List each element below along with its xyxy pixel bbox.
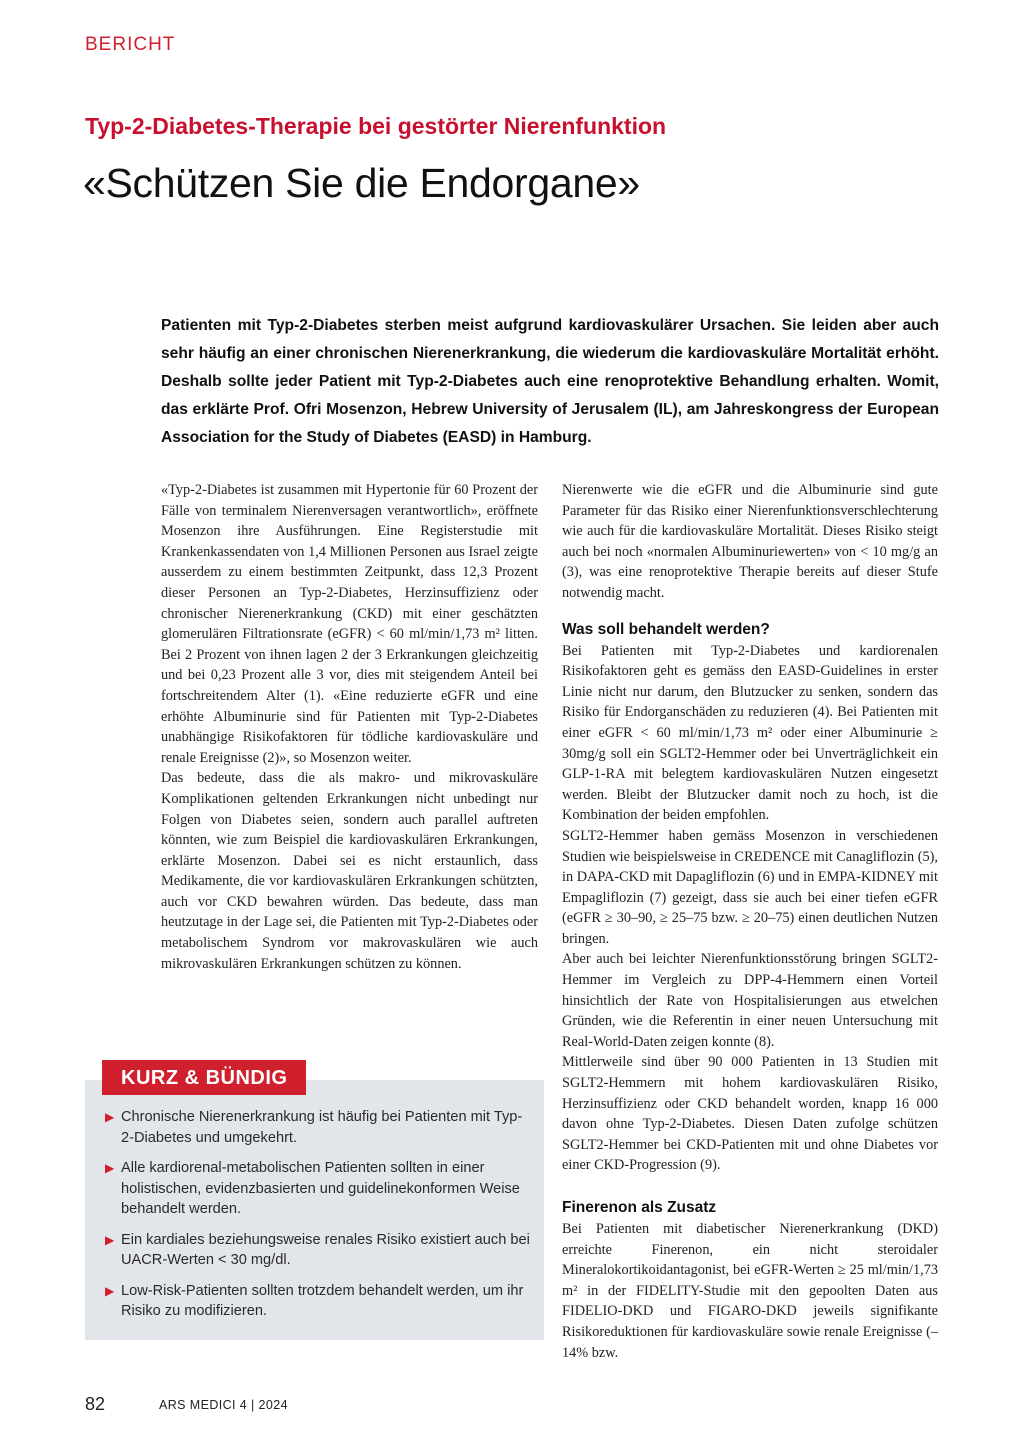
summary-item-text: Ein kardiales beziehungsweise renales Risiko existiert auch bei UACR-Werten < 30 mg/dl. — [121, 1231, 530, 1268]
body-paragraph: «Typ-2-Diabetes ist zusammen mit Hypertonie für 60 Prozent der Fälle von terminalem Nierenversagen verantwortlich», eröffnete Mosenzon ihre Ausführungen. Eine Registerstudie mit Krankenkassendaten von 1,4 Millionen Personen aus Israel zeigte ausserdem zu einem bestimmten Zeitpunkt, dass 12,3 Prozent dieser Personen an Typ-2-Diabetes, Herzinsuffizienz oder chronischer Nierenerkrankung (CKD) mit einer geschätzten glomerulären Filtrationsrate (eGFR) < 60 ml/min/1,73 m² litten. Bei 2 Prozent von ihnen lagen 2 der 3 Erkrankungen gleichzeitig und bei 0,23 Prozent alle 3 vor, dies mit steigendem Anteil bei fortschreitendem Alter (1). «Eine reduzierte eGFR und eine erhöhte Albuminurie sind für Patienten mit Typ-2-Diabetes unabhängige Risikofaktoren für tödliche kardiovaskuläre und renale Ereignisse (2)», so Mosenzon weiter. — [161, 482, 538, 766]
summary-list-item — [105, 1230, 530, 1271]
article-headline: «Schützen Sie die Endorgane» — [83, 160, 640, 206]
summary-list — [105, 1107, 530, 1332]
summary-list-item — [105, 1158, 530, 1220]
summary-item-text: Alle kardiorenal-metabolischen Patienten sollten in einer holistischen, evidenzbasierten und guidelinekonformen Weise behandelt werden. — [121, 1160, 520, 1217]
summary-list-item — [105, 1281, 530, 1322]
body-paragraph: Bei Patienten mit Typ-2-Diabetes und kardiorenalen Risikofaktoren geht es gemäss den EASD-Guidelines in erster Linie nicht nur darum, den Blutzucker zu senken, sondern das Risiko für Endorganschäden zu reduzieren (4). Bei Patienten mit einer eGFR < 60 ml/min/1,73 m² oder einer Albuminurie ≥ 30mg/g soll ein SGLT2-Hemmer oder bei Unverträglichkeit ein GLP-1-RA mit belegtem kardiovaskulären Nutzen eingesetzt werden. Bleibt der Blutzucker damit noch zu hoch, ist die Kombination der beiden empfohlen. — [562, 642, 938, 824]
section-heading: Finerenon als Zusatz — [562, 1199, 717, 1216]
summary-box-title: KURZ & BÜNDIG — [102, 1060, 306, 1095]
body-paragraph: Mittlerweile sind über 90 000 Patienten in 13 Studien mit SGLT2-Hemmern mit hohem kardiovaskulären Risiko, Herzinsuffizienz oder CKD behandelt worden, knapp 16 000 davon ohne Typ-2-Diabetes. Diesen Daten zufolge schützen SGLT2-Hemmer bei CKD-Patienten mit und ohne Diabetes vor einer CKD-Progression (9). — [562, 1054, 938, 1174]
body-column-left — [161, 480, 538, 974]
section-label: BERICHT — [85, 34, 176, 55]
triangle-right-icon: ▶ — [105, 1110, 115, 1124]
body-column-right — [562, 480, 938, 1363]
journal-issue: ARS MEDICI 4 | 2024 — [159, 1398, 288, 1412]
summary-item-text: Low-Risk-Patienten sollten trotzdem behandelt werden, um ihr Risiko zu modifizieren. — [121, 1282, 524, 1319]
body-paragraph: Nierenwerte wie die eGFR und die Albuminurie sind gute Parameter für das Risiko einer Nierenfunktionsverschlechterung wie auch für die kardiovaskuläre Mortalität. Dieses Risiko steigt auch bei noch «normalen Albuminuriewerten» von < 10 mg/g an (3), was eine renoprotektive Therapie bereits auf dieser Stufe notwendig macht. — [562, 482, 938, 601]
triangle-right-icon: ▶ — [105, 1232, 115, 1247]
article-lead: Patienten mit Typ-2-Diabetes sterben meist aufgrund kardiovaskulärer Ursachen. Sie leiden aber auch sehr häufig an einer chronischen Nierenerkrankung, die wiederum die kardiovaskuläre Mortalität erhöht. Deshalb sollte jeder Patient mit Typ-2-Diabetes auch eine renoprotektive Behandlung erhalten. Womit, das erklärte Prof. Ofri Mosenzon, Hebrew University of Jerusalem (IL), am Jahreskongress der European Association for the Study of Diabetes (EASD) in Hamburg. — [161, 317, 939, 446]
summary-list-item — [105, 1107, 530, 1148]
section-heading: Was soll behandelt werden? — [562, 620, 770, 638]
triangle-right-icon: ▶ — [105, 1161, 115, 1175]
body-paragraph: Aber auch bei leichter Nierenfunktionsstörung bringen SGLT2-Hemmer im Vergleich zu DPP-4-Hemmern einen Vorteil hinsichtlich der Rate von Hospitalisierungen aus etwelchen Gründen, wie die Referentin in einer neuen Untersuchung mit Real-World-Daten zeigen konnte (8). — [562, 951, 938, 1050]
page-number: 82 — [85, 1394, 106, 1414]
body-paragraph: Bei Patienten mit diabetischer Nierenerkrankung (DKD) erreichte Finerenon, ein nicht steroidaler Mineralokortikoidantagonist, bei eGFR-Werten ≥ 25 ml/min/1,73 m² in der FIDELITY-Studie mit den gepoolten Daten aus FIDELIO-DKD und FIGARO-DKD jeweils signifikante Risikoreduktionen für kardiovaskuläre sowie renale Ereignisse (–14% bzw. — [562, 1221, 938, 1361]
summary-item-text: Chronische Nierenerkrankung ist häufig bei Patienten mit Typ-2-Diabetes und umgekehrt. — [121, 1109, 523, 1146]
body-paragraph: SGLT2-Hemmer haben gemäss Mosenzon in verschiedenen Studien wie beispielsweise in CREDENCE mit Canagliflozin (5), in DAPA-CKD mit Dapagliflozin (6) und in EMPA-KIDNEY mit Empagliflozin (7) gezeigt, dass sie auch bei einer tiefen eGFR (eGFR ≥ 30–90, ≥ 25–75 bzw. ≥ 20–75) einen deutlichen Nutzen bringen. — [562, 827, 938, 947]
body-paragraph: Das bedeute, dass die als makro- und mikrovaskuläre Komplikationen geltenden Erkrankungen nicht unbedingt nur Folgen von Diabetes seien, sondern auch parallel auftreten könnten, wie zum Beispiel die kardiovaskulären Erkrankungen, erklärte Mosenzon. Dabei sei es nicht erstaunlich, dass Medikamente, die vor kardiovaskulären Erkrankungen schützten, auch vor CKD bewahren würden. Das bedeute, dass man heutzutage in der Lage sei, die Patienten mit Typ-2-Diabetes oder metabolischem Syndrom vor makrovaskulären wie auch mikrovaskulären Erkrankungen schützen zu können. — [161, 770, 538, 972]
article-kicker: Typ-2-Diabetes-Therapie bei gestörter Nierenfunktion — [85, 113, 667, 139]
triangle-right-icon: ▶ — [105, 1283, 115, 1298]
